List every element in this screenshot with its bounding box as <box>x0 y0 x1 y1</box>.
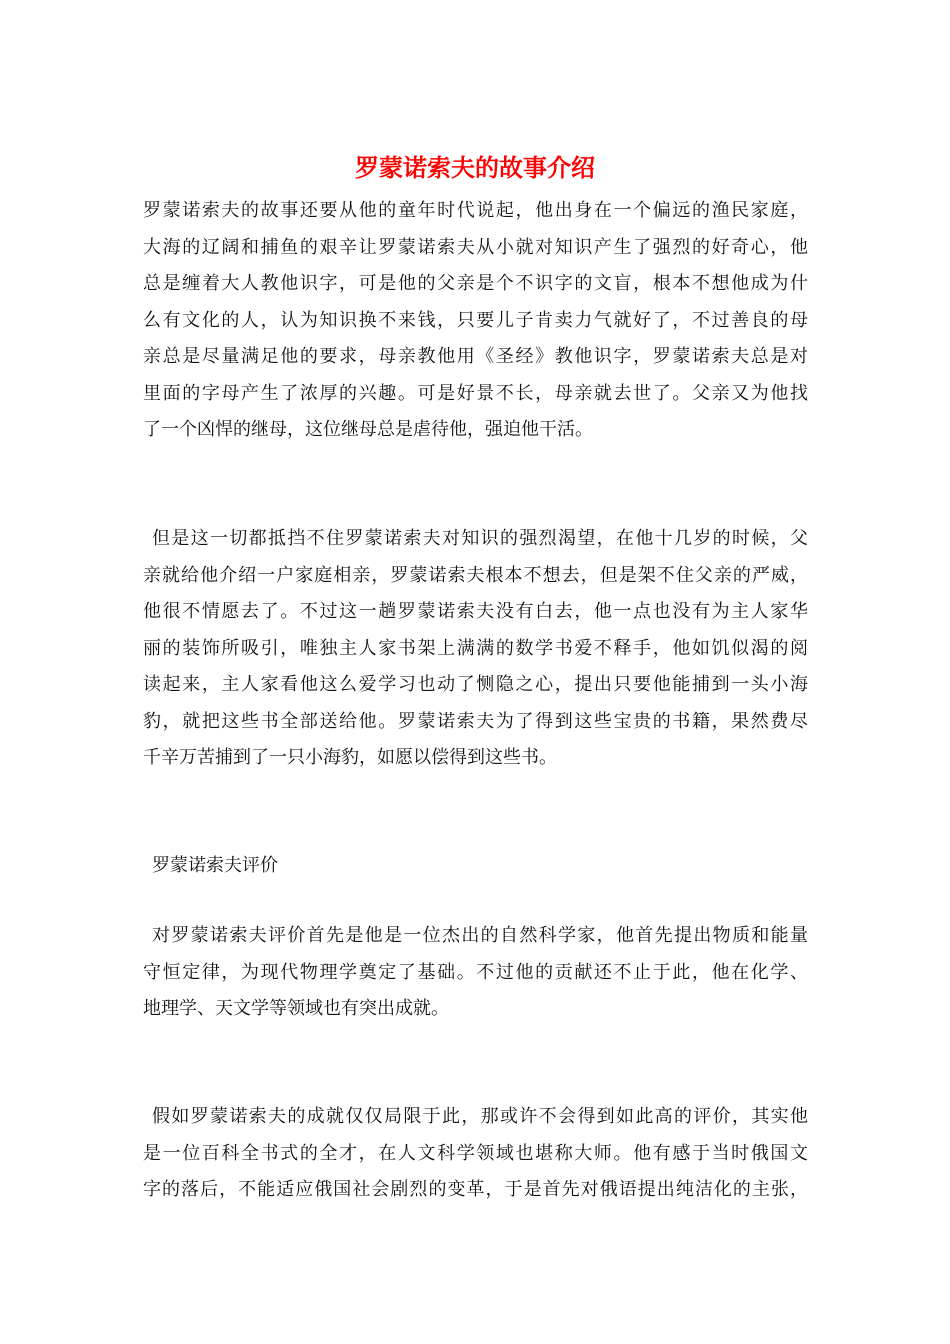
text-line: 亲就给他介绍一户家庭相亲，罗蒙诺索夫根本不想去，但是架不住父亲的严威， <box>143 564 808 586</box>
section-heading-text: 罗蒙诺索夫评价 <box>152 855 278 876</box>
text-line: 字的落后，不能适应俄国社会剧烈的变革，于是首先对俄语提出纯洁化的主张， <box>143 1179 808 1200</box>
text-line: 大海的辽阔和捕鱼的艰辛让罗蒙诺索夫从小就对知识产生了强烈的好奇心，他 <box>143 236 808 258</box>
text-line: 了一个凶悍的继母，这位继母总是虐待他，强迫他干活。 <box>143 419 593 440</box>
paragraph-seal-books <box>143 521 808 777</box>
text-line: 丽的装饰所吸引，唯独主人家书架上满满的数学书爱不释手，他如饥似渴的阅 <box>143 637 808 659</box>
text-line: 假如罗蒙诺索夫的成就仅仅局限于此，那或许不会得到如此高的评价，其实他 <box>152 1106 808 1127</box>
text-line: 地理学、天文学等领域也有突出成就。 <box>143 998 449 1019</box>
text-line: 但是这一切都抵挡不住罗蒙诺索夫对知识的强烈渴望，在他十几岁的时候，父 <box>152 528 808 549</box>
text-line: 里面的字母产生了浓厚的兴趣。可是好景不长，母亲就去世了。父亲又为他找 <box>143 382 808 404</box>
text-line: 总是缠着大人教他识字，可是他的父亲是个不识字的文盲，根本不想他成为什 <box>143 273 808 294</box>
section-heading-evaluation <box>143 848 808 885</box>
document-title: 罗蒙诺索夫的故事介绍 <box>355 153 595 182</box>
text-line: 亲总是尽量满足他的要求，母亲教他用《圣经》教他识字，罗蒙诺索夫总是对 <box>143 346 808 367</box>
paragraph-polymath <box>143 1099 808 1209</box>
paragraph-childhood <box>143 193 808 449</box>
text-line: 守恒定律，为现代物理学奠定了基础。不过他的贡献还不止于此，他在化学、 <box>143 961 808 983</box>
text-line: 他很不情愿去了。不过这一趟罗蒙诺索夫没有白去，他一点也没有为主人家华 <box>143 601 808 622</box>
text-line: 豹，就把这些书全部送给他。罗蒙诺索夫为了得到这些宝贵的书籍，果然费尽 <box>143 710 808 732</box>
paragraph-evaluation <box>143 918 808 1028</box>
text-line: 是一位百科全书式的全才，在人文科学领域也堪称大师。他有感于当时俄国文 <box>143 1142 808 1164</box>
text-line: 么有文化的人，认为知识换不来钱，只要儿子肯卖力气就好了，不过善良的母 <box>143 309 808 331</box>
text-line: 千辛万苦捕到了一只小海豹，如愿以偿得到这些书。 <box>143 747 557 768</box>
text-line: 罗蒙诺索夫的故事还要从他的童年时代说起，他出身在一个偏远的渔民家庭， <box>143 200 808 221</box>
text-line: 读起来，主人家看他这么爱学习也动了恻隐之心，提出只要他能捕到一头小海 <box>143 674 808 695</box>
text-line: 对罗蒙诺索夫评价首先是他是一位杰出的自然科学家，他首先提出物质和能量 <box>152 925 808 946</box>
